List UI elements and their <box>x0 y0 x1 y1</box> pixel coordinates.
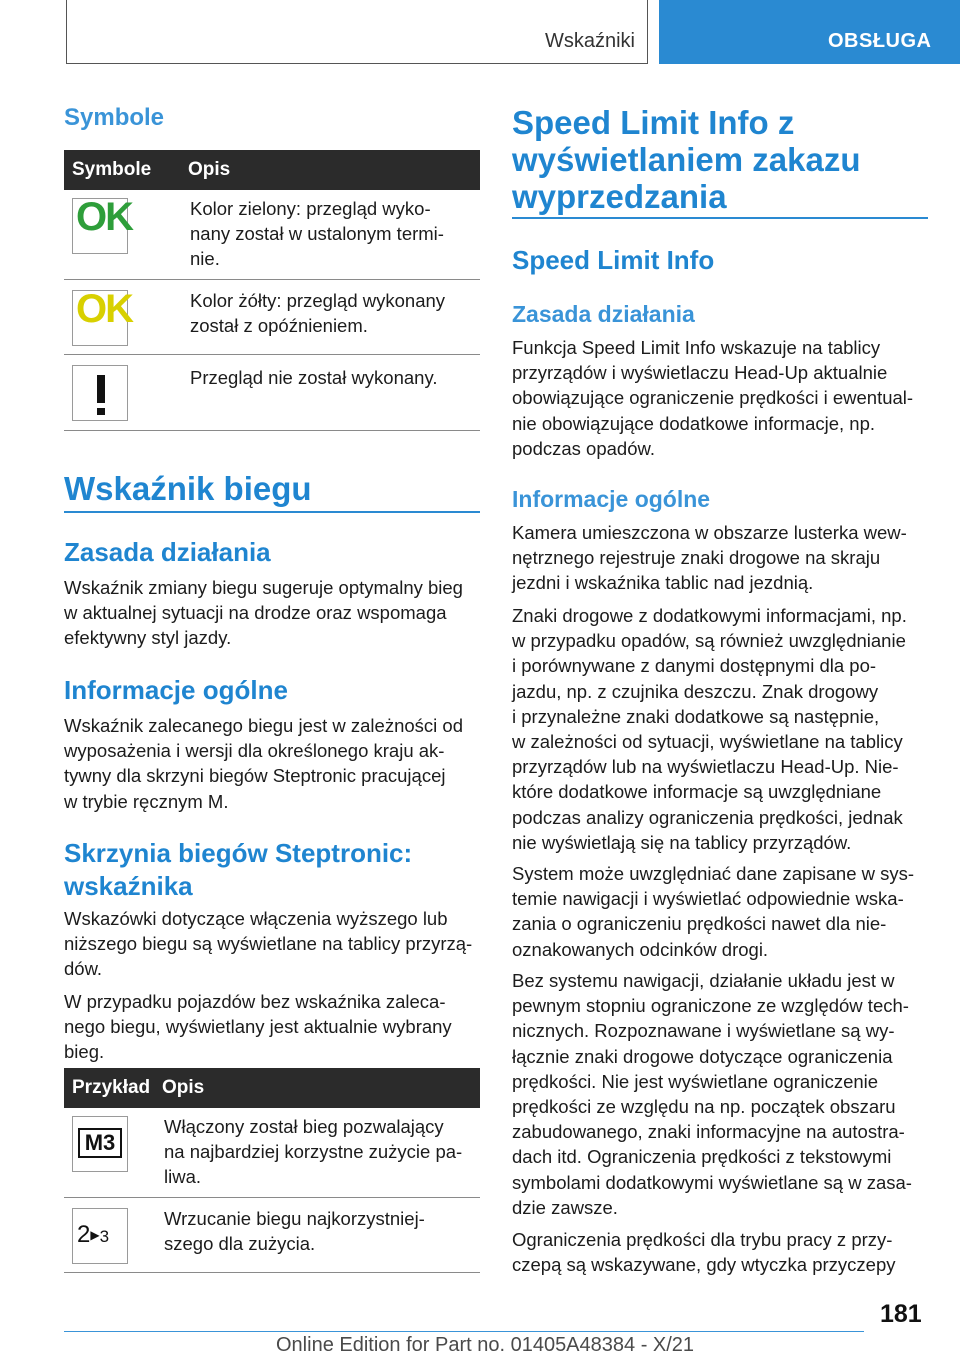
general-info-text-5: Ograniczenia prędkości dla trybu pracy z przy- czepą są wskazywane, gdy wtyczka przyczepy <box>512 1229 896 1276</box>
footer-edition-text: Online Edition for Part no. 01405A48384 - X/21 <box>276 1334 695 1356</box>
ok-yellow-icon: OK <box>72 290 128 346</box>
ok-green-icon: OK <box>72 198 128 254</box>
example-col-example: Przykład <box>64 1068 154 1108</box>
symbols-heading: Symbole <box>64 104 165 131</box>
gear-indicator-title: Wskaźnik biegu <box>64 470 312 507</box>
symbols-table <box>64 150 480 431</box>
principle-heading: Zasada działania <box>512 301 695 327</box>
example-col-desc: Opis <box>154 1068 480 1108</box>
table-row <box>64 354 480 430</box>
general-info-text-4: Bez systemu nawigacji, działanie układu jest w pewnym stopniu ograniczone ze względów tech- nicznych. Rozpoznawane i wyświetlane są wy- łącznie znaki drogowe dotyczące ograniczenia prędkości. Nie jest wyświetlane ograniczenie prędkości ze względu na np. początek obszaru zabudowanego, znaki informacyjne na autostra- dach itd. Ograniczenia prędkości z tekstowymi symbolami dodatkowymi wyświetlane są w zasa- dzie zawsze. <box>512 970 912 1218</box>
general-info-text-3: System może uwzględniać dane zapisane w sys- temie nawigacji i wyświetlać odpowiednie wska- zania o ograniczeniu prędkości nawet dla nie- oznakowanych odcinków drogi. <box>512 863 915 960</box>
page-number: 181 <box>880 1300 922 1328</box>
general-info-heading: Informacje ogólne <box>512 486 711 512</box>
symbols-col-symbol: Symbole <box>64 150 180 190</box>
steptronic-text-1: Wskazówki dotyczące włączenia wyższego lub niższego biegu są wyświetlane na tablicy przyrzą- dów. <box>64 908 473 980</box>
table-row <box>64 279 480 354</box>
table-row <box>64 1108 480 1197</box>
principle-heading: Zasada działania <box>64 537 271 567</box>
gear-m3-icon: M3 <box>72 1116 128 1172</box>
symbols-col-desc: Opis <box>180 150 480 190</box>
principle-text: Wskaźnik zmiany biegu sugeruje optymalny bieg w aktualnej sytuacji na drodze oraz wspomaga efektywny styl jazdy. <box>64 577 463 649</box>
steptronic-text-2: W przypadku pojazdów bez wskaźnika zaleca- nego biegu, wyświetlany jest aktualnie wybrany bieg. <box>64 991 452 1063</box>
footer-rule <box>64 1331 864 1332</box>
steptronic-heading: Skrzynia biegów Steptronic: wskaźnika <box>64 838 413 901</box>
general-info-text: Wskaźnik zalecanego biegu jest w zależności od wyposażenia i wersji dla określonego kraju ak- tywny dla skrzyni biegów Steptronic pracującej w trybie ręcznym M. <box>64 715 463 812</box>
speed-limit-info-heading: Speed Limit Info <box>512 245 715 275</box>
header-chapter-tab <box>659 0 960 64</box>
example-table-header <box>64 1068 480 1108</box>
table-row <box>64 190 480 279</box>
principle-text: Funkcja Speed Limit Info wskazuje na tablicy przyrządów i wyświetlaczu Head-Up aktualnie obowiązujące ograniczenie prędkości i ewentual- nie obowiązujące dodatkowe informacje, np. podczas opadów. <box>512 337 914 459</box>
gear-shift-2-to-3-icon: 2▶3 <box>72 1208 128 1264</box>
symbol-desc: Kolor żółty: przegląd wykonany został z opóźnieniem. <box>180 279 480 354</box>
table-row <box>64 1197 480 1272</box>
symbol-desc: Przegląd nie został wykonany. <box>180 354 480 430</box>
example-desc: Wrzucanie biegu najkorzystniej- szego dla zużycia. <box>154 1197 480 1272</box>
header-section-box <box>66 0 648 64</box>
symbol-desc: Kolor zielony: przegląd wyko- nany został w ustalonym termi- nie. <box>180 190 480 279</box>
header-section-title: Wskaźniki <box>544 30 635 52</box>
title-rule <box>512 217 928 219</box>
header-chapter-label: OBSŁUGA <box>828 30 932 52</box>
general-info-heading: Informacje ogólne <box>64 675 288 705</box>
example-table <box>64 1068 480 1273</box>
general-info-text-2: Znaki drogowe z dodatkowymi informacjami, np. w przypadku opadów, są również uwzględnianie i porównywane z danymi dostępnymi dla po- jazdu, np. z czujnika deszczu. Znak drogowy i przynależne znaki dodatkowe są następnie, w zależności od sytuacji, wyświetlane na tablicy przyrządów lub na wyświetlaczu Head-Up. Nie- które dodatkowe informacje są uwzględniane podczas analizy ograniczenia prędkości, jednak nie wyświetlają się na tablicy przyrządów. <box>512 605 907 853</box>
symbols-table-header <box>64 150 480 190</box>
example-desc: Włączony został bieg pozwalający na najbardziej korzystne zużycie pa- liwa. <box>154 1108 480 1197</box>
exclamation-icon <box>72 365 128 421</box>
general-info-text-1: Kamera umieszczona w obszarze lusterka wew- nętrznego rejestruje znaki drogowe na skraju jezdni i wskaźnika tablic nad jezdnią. <box>512 522 907 594</box>
speed-limit-title: Speed Limit Info z wyświetlaniem zakazu wyprzedzania <box>512 104 861 215</box>
title-rule <box>64 511 480 513</box>
